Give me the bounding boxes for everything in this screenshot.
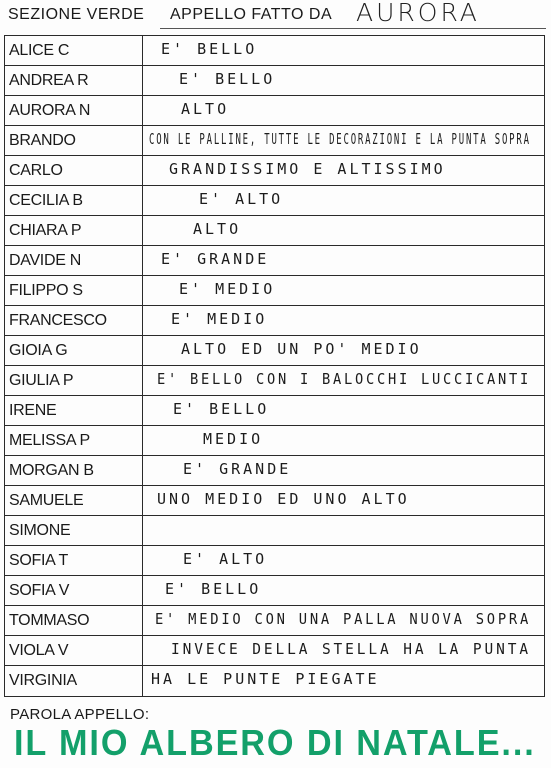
student-answer: E' GRANDE xyxy=(161,250,270,268)
student-name: FRANCESCO xyxy=(5,306,143,335)
table-row xyxy=(5,246,544,276)
student-name: CHIARA P xyxy=(5,216,143,245)
student-answer: E' BELLO xyxy=(165,580,262,598)
table-row xyxy=(5,546,544,576)
student-answer-cell xyxy=(143,366,544,395)
called-by-label: APPELLO FATTO DA xyxy=(170,6,333,23)
student-name: MORGAN B xyxy=(5,456,143,485)
student-name: MELISSA P xyxy=(5,426,143,455)
student-answer-cell xyxy=(143,576,544,605)
table-row xyxy=(5,636,544,666)
student-answer: E' MEDIO xyxy=(179,280,276,298)
student-answer: HA LE PUNTE PIEGATE xyxy=(151,670,380,688)
table-row xyxy=(5,276,544,306)
student-name: ANDREA R xyxy=(5,66,143,95)
table-row xyxy=(5,396,544,426)
student-answer-cell xyxy=(143,96,544,125)
student-answer: E' BELLO CON I BALOCCHI LUCCICANTI xyxy=(157,370,532,388)
student-name: FILIPPO S xyxy=(5,276,143,305)
student-answer-cell xyxy=(143,246,544,275)
student-answer-cell xyxy=(143,396,544,425)
table-row xyxy=(5,606,544,636)
student-answer: E' MEDIO CON UNA PALLA NUOVA SOPRA xyxy=(155,610,532,628)
student-answer: ALTO xyxy=(181,100,230,118)
student-answer: E' ALTO xyxy=(183,550,268,568)
student-answer-cell xyxy=(143,456,544,485)
student-answer-cell xyxy=(143,666,544,696)
student-answer: E' MEDIO xyxy=(171,310,268,328)
student-answer: E' BELLO xyxy=(179,70,276,88)
table-row xyxy=(5,66,544,96)
table-row xyxy=(5,306,544,336)
student-name: AURORA N xyxy=(5,96,143,125)
student-name: ALICE C xyxy=(5,36,143,65)
student-answer-cell xyxy=(143,66,544,95)
student-answer: E' BELLO xyxy=(161,40,258,58)
student-answer: ALTO ED UN PO' MEDIO xyxy=(181,340,422,358)
footer-label: PAROLA APPELLO: xyxy=(10,706,150,723)
student-answer-cell xyxy=(143,36,544,65)
student-answer: UNO MEDIO ED UNO ALTO xyxy=(157,490,410,508)
table-row xyxy=(5,36,544,66)
student-name: IRENE xyxy=(5,396,143,425)
student-answer-cell xyxy=(143,156,544,185)
student-answer: INVECE DELLA STELLA HA LA PUNTA xyxy=(171,640,531,658)
footer-phrase: IL MIO ALBERO DI NATALE... xyxy=(14,722,536,763)
student-answer-cell xyxy=(143,546,544,575)
table-row xyxy=(5,216,544,246)
table-row xyxy=(5,126,544,156)
student-answer-cell xyxy=(143,126,544,155)
student-answer: ALTO xyxy=(193,220,242,238)
student-answer-cell xyxy=(143,516,544,545)
student-answer-cell xyxy=(143,276,544,305)
table-row xyxy=(5,366,544,396)
student-answer: CON LE PALLINE, TUTTE LE DECORAZIONI E LA PUNTA SOPRA xyxy=(149,130,531,148)
student-answer: E' GRANDE xyxy=(183,460,292,478)
called-by-name: AURORA xyxy=(356,0,480,27)
student-name: TOMMASO xyxy=(5,606,143,635)
table-row xyxy=(5,336,544,366)
student-answer-cell xyxy=(143,636,544,665)
table-row xyxy=(5,576,544,606)
table-row xyxy=(5,666,544,696)
table-row xyxy=(5,516,544,546)
table-row xyxy=(5,426,544,456)
table-row xyxy=(5,456,544,486)
student-name: VIOLA V xyxy=(5,636,143,665)
student-name: CECILIA B xyxy=(5,186,143,215)
section-title: SEZIONE VERDE xyxy=(8,6,145,23)
student-name: GIULIA P xyxy=(5,366,143,395)
student-name: CARLO xyxy=(5,156,143,185)
student-answer-cell xyxy=(143,306,544,335)
table-row xyxy=(5,486,544,516)
student-answer-cell xyxy=(143,336,544,365)
header-underline xyxy=(160,28,546,29)
student-name: DAVIDE N xyxy=(5,246,143,275)
student-name: GIOIA G xyxy=(5,336,143,365)
student-answer: MEDIO xyxy=(203,430,264,448)
student-answer-cell xyxy=(143,216,544,245)
student-answer-cell xyxy=(143,486,544,515)
student-name: SOFIA V xyxy=(5,576,143,605)
student-name: SOFIA T xyxy=(5,546,143,575)
student-answer: GRANDISSIMO E ALTISSIMO xyxy=(169,160,446,178)
table-row xyxy=(5,186,544,216)
student-answer-cell xyxy=(143,606,544,635)
student-name: VIRGINIA xyxy=(5,666,143,696)
student-name: BRANDO xyxy=(5,126,143,155)
student-answer-cell xyxy=(143,186,544,215)
student-answer: E' ALTO xyxy=(199,190,284,208)
student-answer: E' BELLO xyxy=(173,400,270,418)
student-name: SIMONE xyxy=(5,516,143,545)
table-row xyxy=(5,96,544,126)
student-name: SAMUELE xyxy=(5,486,143,515)
attendance-table xyxy=(4,35,545,697)
student-answer-cell xyxy=(143,426,544,455)
table-row xyxy=(5,156,544,186)
